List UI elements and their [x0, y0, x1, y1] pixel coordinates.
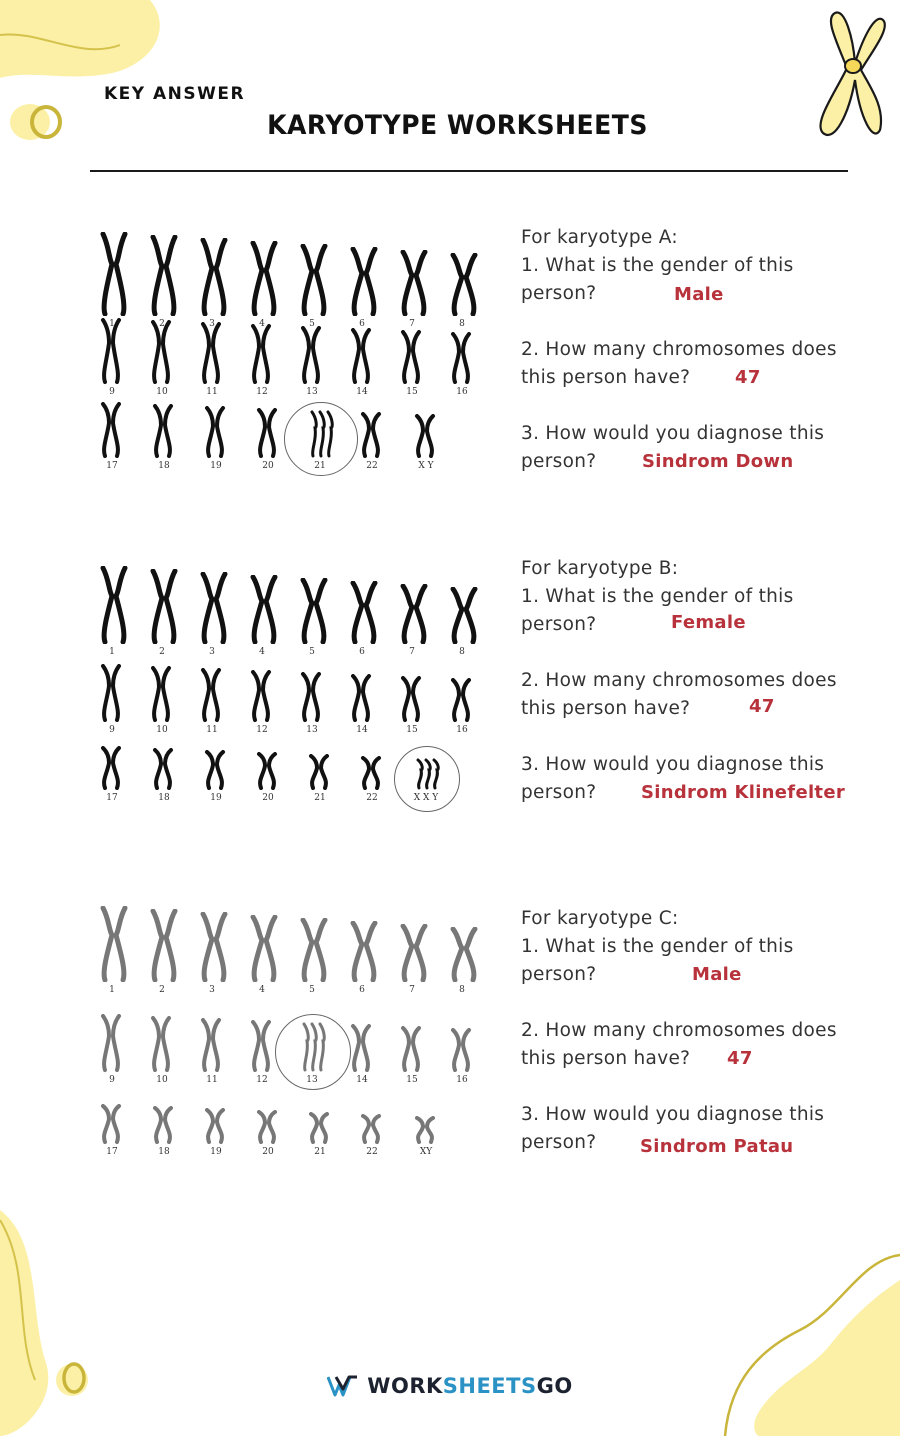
chromosome-label: 3: [209, 985, 215, 995]
answer-gender: Male: [674, 284, 724, 305]
chromosome-9: [100, 318, 122, 384]
question-1-line-2: person?: [521, 614, 597, 635]
chromosome-label: 9: [109, 1075, 115, 1085]
chromosome-label: 6: [359, 647, 365, 657]
chromosome-4: [250, 241, 278, 316]
chromosome-20: [256, 1110, 278, 1144]
chromosome-12: [250, 324, 272, 384]
chromosome-4: [250, 575, 278, 644]
chromosome-5: [300, 918, 328, 982]
chromosome-2: [150, 569, 178, 644]
chromosome-label: 15: [406, 1075, 418, 1085]
chromosome-19: [204, 1108, 226, 1144]
key-answer-label: KEY ANSWER: [104, 84, 246, 104]
question-1-line-1: 1. What is the gender of this: [521, 936, 794, 957]
chromosome-xy: [414, 1116, 436, 1144]
chromosome-8: [450, 587, 478, 644]
chromosome-10: [150, 666, 172, 722]
chromosome-label: 17: [106, 461, 118, 471]
chromosome-label: 8: [459, 319, 465, 329]
chromosome-label: 19: [210, 461, 222, 471]
worksheetsgo-logo-icon: [327, 1375, 359, 1397]
chromosome-14: [350, 328, 372, 384]
chromosome-7: [400, 584, 428, 644]
chromosome-label: 12: [256, 725, 268, 735]
question-1-line-2: person?: [521, 283, 597, 304]
brand-name-part1: WORKSHEETS: [367, 1374, 537, 1398]
chromosome-11: [200, 322, 222, 384]
chromosome-label: 5: [309, 319, 315, 329]
chromosome-1: [100, 906, 128, 982]
chromosome-label: 5: [309, 647, 315, 657]
chromosome-label: 21: [314, 793, 326, 803]
abnormal-chromosome-circle: [284, 402, 358, 476]
chromosome-label: 12: [256, 387, 268, 397]
chromosome-label: 7: [409, 985, 415, 995]
chromosome-label: 10: [156, 725, 168, 735]
chromosome-11: [200, 668, 222, 722]
question-1-line-2: person?: [521, 964, 597, 985]
chromosome-row-2: [90, 664, 500, 738]
karyotype-b-figure: [90, 566, 500, 806]
chromosome-label: 1: [109, 319, 115, 329]
bottom-left-blob: [0, 1210, 110, 1436]
answer-count: 47: [727, 1048, 753, 1069]
chromosome-6: [350, 581, 378, 644]
question-3-line-1: 3. How would you diagnose this: [521, 423, 825, 444]
chromosome-label: 10: [156, 387, 168, 397]
chromosome-label: 16: [456, 725, 468, 735]
answer-diagnosis: Sindrom Down: [642, 451, 794, 472]
chromosome-10: [150, 320, 172, 384]
abnormal-chromosome-circle: [275, 1014, 351, 1090]
brand-name-part2: GO: [536, 1374, 573, 1398]
chromosome-7: [400, 924, 428, 982]
chromosome-label: 15: [406, 725, 418, 735]
chromosome-5: [300, 244, 328, 316]
chromosome-label: 22: [366, 461, 378, 471]
question-3-line-1: 3. How would you diagnose this: [521, 1104, 825, 1125]
answer-diagnosis: Sindrom Patau: [640, 1136, 794, 1157]
chromosome-18: [152, 748, 174, 790]
chromosome-11: [200, 1018, 222, 1072]
answer-diagnosis: Sindrom Klinefelter: [641, 782, 846, 803]
chromosome-label: 4: [259, 647, 265, 657]
chromosome-label: 20: [262, 793, 274, 803]
chromosome-22: [360, 412, 382, 458]
chromosome-row-2: [90, 1014, 500, 1088]
chromosome-5: [300, 578, 328, 644]
karyotype-a-intro: For karyotype A:: [521, 227, 678, 248]
karyotype-b-questions: [521, 555, 861, 807]
chromosome-label: 19: [210, 1147, 222, 1157]
chromosome-7: [400, 250, 428, 316]
chromosome-14: [350, 674, 372, 722]
question-2-line-1: 2. How many chromosomes does: [521, 339, 837, 360]
chromosome-label: 15: [406, 387, 418, 397]
chromosome-1: [100, 566, 128, 644]
chromosome-label: 21: [314, 1147, 326, 1157]
chromosome-label: 22: [366, 1147, 378, 1157]
chromosome-label: 5: [309, 985, 315, 995]
chromosome-6: [350, 247, 378, 316]
chromosome-label: 12: [256, 1075, 268, 1085]
chromosome-label: 11: [206, 725, 218, 735]
chromosome-label: 4: [259, 985, 265, 995]
chromosome-18: [152, 1106, 174, 1144]
chromosome-15: [400, 676, 422, 722]
chromosome-label: 13: [306, 725, 318, 735]
question-3-line-2: person?: [521, 451, 597, 472]
chromosome-label: 7: [409, 647, 415, 657]
chromosome-row-1: [90, 906, 500, 998]
question-1-line-1: 1. What is the gender of this: [521, 586, 794, 607]
chromosome-row-2: [90, 318, 500, 400]
chromosome-12: [250, 1020, 272, 1072]
question-2-line-1: 2. How many chromosomes does: [521, 1020, 837, 1041]
chromosome-label: 16: [456, 1075, 468, 1085]
chromosome-label: 13: [306, 1075, 318, 1085]
chromosome-label: 2: [159, 319, 165, 329]
answer-count: 47: [749, 696, 775, 717]
chromosome-21: [308, 754, 330, 790]
chromosome-label: 16: [456, 387, 468, 397]
chromosome-label: 8: [459, 985, 465, 995]
abnormal-chromosome-circle: [394, 746, 460, 812]
chromosome-label: 11: [206, 1075, 218, 1085]
chromosome-label: 2: [159, 985, 165, 995]
bottom-right-blob: [700, 1250, 900, 1436]
chromosome-label: 2: [159, 647, 165, 657]
chromosome-label: 6: [359, 985, 365, 995]
chromosome-label: 10: [156, 1075, 168, 1085]
chromosome-label: 21: [314, 461, 326, 471]
chromosome-22: [360, 1114, 382, 1144]
chromosome-label: 3: [209, 319, 215, 329]
question-1-line-1: 1. What is the gender of this: [521, 255, 794, 276]
chromosome-2: [150, 235, 178, 316]
chromosome-row-1: [90, 232, 500, 332]
chromosome-3: [200, 912, 228, 982]
chromosome-label: 18: [158, 1147, 170, 1157]
chromosome-20: [256, 408, 278, 458]
title-divider: [90, 170, 848, 172]
chromosome-label: 17: [106, 1147, 118, 1157]
chromosome-4: [250, 915, 278, 982]
chromosome-9: [100, 664, 122, 722]
chromosome-12: [250, 670, 272, 722]
chromosome-15: [400, 330, 422, 384]
chromosome-10: [150, 1016, 172, 1072]
chromosome-label: 11: [206, 387, 218, 397]
karyotype-a-figure: [90, 232, 500, 492]
chromosome-9: [100, 1014, 122, 1072]
chromosome-17: [100, 402, 122, 458]
chromosome-label: 9: [109, 387, 115, 397]
question-2-line-2: this person have?: [521, 1048, 691, 1069]
chromosome-3: [200, 238, 228, 316]
chromosome-16: [450, 332, 472, 384]
karyotype-c-figure: [90, 906, 500, 1156]
karyotype-b-intro: For karyotype B:: [521, 558, 679, 579]
chromosome-19: [204, 406, 226, 458]
chromosome-label: X Y: [418, 461, 434, 471]
question-2-line-2: this person have?: [521, 698, 691, 719]
chromosome-label: 17: [106, 793, 118, 803]
chromosome-8: [450, 927, 478, 982]
chromosome-label: 6: [359, 319, 365, 329]
chromosome-label: 7: [409, 319, 415, 329]
question-2-line-1: 2. How many chromosomes does: [521, 670, 837, 691]
chromosome-label: 1: [109, 985, 115, 995]
question-3-line-2: person?: [521, 782, 597, 803]
chromosome-label: 19: [210, 793, 222, 803]
answer-gender: Female: [671, 612, 746, 633]
question-2-line-2: this person have?: [521, 367, 691, 388]
chromosome-row-3: [90, 1104, 500, 1160]
page-title: KARYOTYPE WORKSHEETS: [267, 110, 648, 141]
chromosome-17: [100, 746, 122, 790]
chromosome-16: [450, 678, 472, 722]
chromosome-6: [350, 921, 378, 982]
chromosome-17: [100, 1104, 122, 1144]
chromosome-label: 8: [459, 647, 465, 657]
chromosome-3: [200, 572, 228, 644]
chromosome-label: 1: [109, 647, 115, 657]
chromosome-label: 13: [306, 387, 318, 397]
karyotype-c-intro: For karyotype C:: [521, 908, 679, 929]
chromosome-8: [450, 253, 478, 316]
chromosome-label: 14: [356, 1075, 368, 1085]
karyotype-a-questions: [521, 224, 861, 476]
worksheetsgo-logo[interactable]: [0, 1374, 900, 1398]
chromosome-2: [150, 909, 178, 982]
chromosome-label: X X Y: [413, 793, 439, 803]
chromosome-label: 18: [158, 461, 170, 471]
chromosome-xy: [414, 414, 436, 458]
chromosome-label: 18: [158, 793, 170, 803]
chromosome-15: [400, 1026, 422, 1072]
chromosome-18: [152, 404, 174, 458]
chromosome-label: XY: [419, 1147, 433, 1157]
chromosome-row-1: [90, 566, 500, 660]
chromosome-13: [300, 326, 322, 384]
chromosome-label: 14: [356, 387, 368, 397]
chromosome-label: 14: [356, 725, 368, 735]
answer-count: 47: [735, 367, 761, 388]
chromosome-row-3: [90, 746, 500, 806]
chromosome-row-3: [90, 402, 500, 474]
chromosome-13: [300, 672, 322, 722]
question-3-line-2: person?: [521, 1132, 597, 1153]
chromosome-16: [450, 1028, 472, 1072]
chromosome-21: [308, 1112, 330, 1144]
chromosome-label: 9: [109, 725, 115, 735]
karyotype-c-questions: [521, 905, 861, 1157]
answer-gender: Male: [692, 964, 742, 985]
chromosome-22: [360, 756, 382, 790]
chromosome-14: [350, 1024, 372, 1072]
chromosome-label: 4: [259, 319, 265, 329]
chromosome-20: [256, 752, 278, 790]
chromosome-label: 3: [209, 647, 215, 657]
chromosome-19: [204, 750, 226, 790]
chromosome-1: [100, 232, 128, 316]
chromosome-label: 20: [262, 1147, 274, 1157]
question-3-line-1: 3. How would you diagnose this: [521, 754, 825, 775]
chromosome-label: 20: [262, 461, 274, 471]
chromosome-label: 22: [366, 793, 378, 803]
